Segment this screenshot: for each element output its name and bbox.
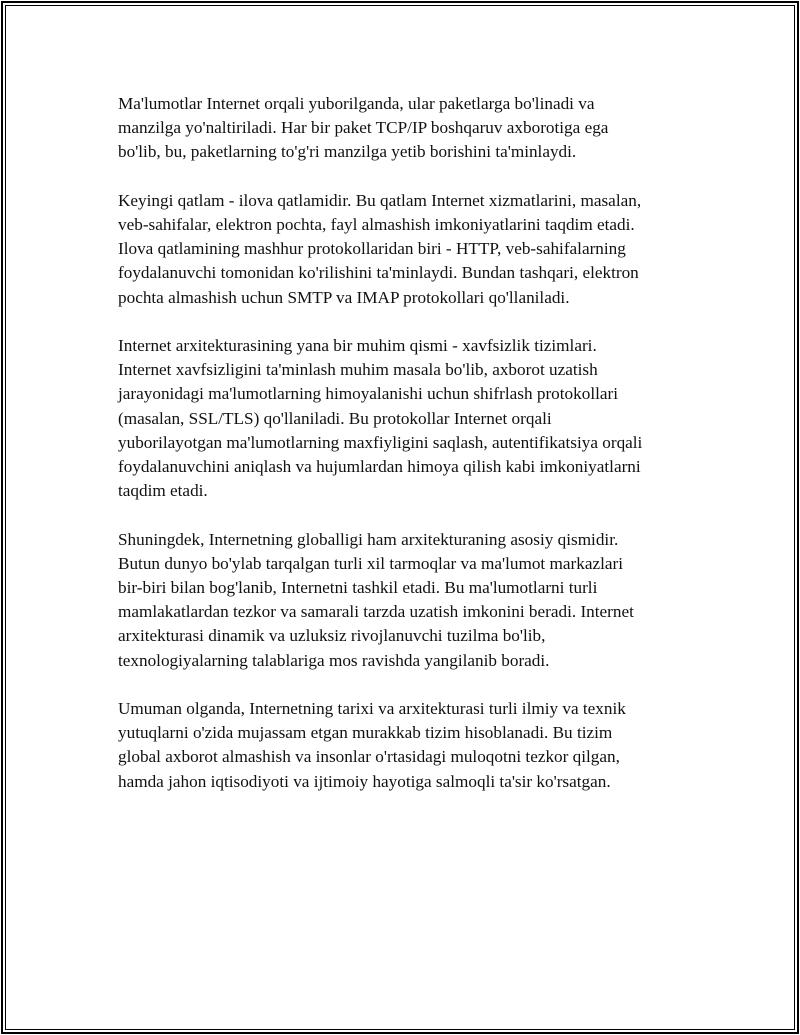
text-line: jarayonidagi ma'lumotlarning himoyalanishi uchun shifrlash protokollari xyxy=(118,384,618,404)
text-line: global axborot almashish va insonlar o'rtasidagi muloqotni tezkor qilgan, xyxy=(118,747,620,767)
text-line: Internet xavfsizligini ta'minlash muhim masala bo'lib, axborot uzatish xyxy=(118,360,598,380)
paragraph-1 xyxy=(118,92,688,165)
text-line: texnologiyalarning talablariga mos ravishda yangilanib boradi. xyxy=(118,650,550,670)
text-line: manzilga yo'naltiriladi. Har bir paket TCP/IP boshqaruv axborotiga ega xyxy=(118,118,609,138)
text-line: bo'lib, bu, paketlarning to'g'ri manzilga yetib borishini ta'minlaydi. xyxy=(118,142,577,162)
paragraph-2 xyxy=(118,189,688,310)
paragraph-3 xyxy=(118,334,688,503)
text-line: yutuqlarni o'zida mujassam etgan murakkab tizim hisoblanadi. Bu tizim xyxy=(118,723,613,743)
text-line: foydalanuvchi tomonidan ko'rilishini ta'minlaydi. Bundan tashqari, elektron xyxy=(118,263,639,283)
text-line: (masalan, SSL/TLS) qo'llaniladi. Bu protokollar Internet orqali xyxy=(118,408,552,428)
text-line: Umuman olganda, Internetning tarixi va arxitekturasi turli ilmiy va texnik xyxy=(118,699,626,719)
text-line: bir-biri bilan bog'lanib, Internetni tashkil etadi. Bu ma'lumotlarni turli xyxy=(118,578,598,598)
text-line: pochta almashish uchun SMTP va IMAP protokollari qo'llaniladi. xyxy=(118,287,570,307)
text-line: veb-sahifalar, elektron pochta, fayl almashish imkoniyatlarini taqdim etadi. xyxy=(118,215,635,234)
text-line: hamda jahon iqtisodiyoti va ijtimoiy hayotiga salmoqli ta'sir ko'rsatgan. xyxy=(118,771,611,791)
text-line: foydalanuvchini aniqlash va hujumlardan himoya qilish kabi imkoniyatlarni xyxy=(118,457,641,477)
text-line: mamlakatlardan tezkor va samarali tarzda uzatish imkonini beradi. Internet xyxy=(118,602,634,622)
document-body xyxy=(118,92,688,818)
text-line: arxitekturasi dinamik va uzluksiz rivojlanuvchi tuzilma bo'lib, xyxy=(118,626,546,646)
text-line: Ilova qatlamining mashhur protokollaridan biri - HTTP, veb-sahifalarning xyxy=(118,239,626,259)
text-line: taqdim etadi. xyxy=(118,481,208,501)
paragraph-4 xyxy=(118,528,688,673)
text-line: Ma'lumotlar Internet orqali yuborilganda, ular paketlarga bo'linadi va xyxy=(118,94,595,113)
text-line: Shuningdek, Internetning globalligi ham arxitekturaning asosiy qismidir. xyxy=(118,529,619,549)
text-line: Keyingi qatlam - ilova qatlamidir. Bu qatlam Internet xizmatlarini, masalan, xyxy=(118,190,642,210)
paragraph-5 xyxy=(118,697,688,794)
text-line: Butun dunyo bo'ylab tarqalgan turli xil tarmoqlar va ma'lumot markazlari xyxy=(118,553,623,573)
text-line: yuborilayotgan ma'lumotlarning maxfiyligini saqlash, autentifikatsiya orqali xyxy=(118,432,643,452)
text-line: Internet arxitekturasining yana bir muhim qismi - xavfsizlik tizimlari. xyxy=(118,336,597,355)
